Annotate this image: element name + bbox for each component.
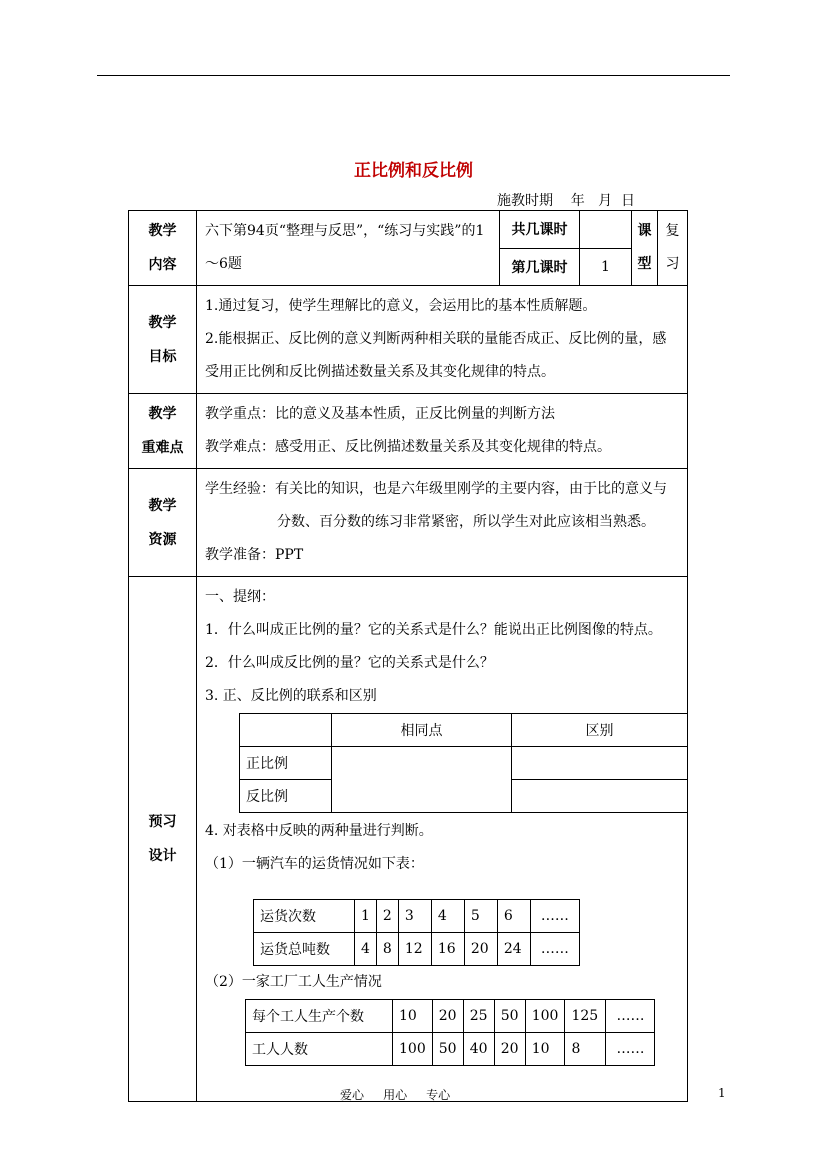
factory-cell: 100 <box>393 1033 433 1066</box>
compare-col-same: 相同点 <box>332 714 512 747</box>
total-lessons-label: 共几课时 <box>500 211 580 249</box>
compare-col-diff: 区别 <box>512 714 688 747</box>
compare-row-direct: 正比例 <box>240 747 332 780</box>
key-point: 教学重点：比的意义及基本性质，正反比例量的判断方法 <box>205 406 555 422</box>
goals-cell <box>197 286 688 394</box>
truck-cell: 8 <box>376 933 398 966</box>
factory-cell: 20 <box>494 1033 525 1066</box>
truck-cell: 2 <box>376 900 398 933</box>
truck-table <box>253 899 580 966</box>
content-label: 教学 内容 <box>129 211 197 286</box>
goal-item: 2.能根据正、反比例的意义判断两种相关联的量能否成正、反比例的量，感受用正比例和反比例描述数量关系及其变化规律的特点。 <box>205 331 667 380</box>
factory-cell: 100 <box>525 1000 565 1033</box>
outline-title: 一、提纲： <box>205 589 275 605</box>
total-lessons-value <box>580 211 632 249</box>
factory-table <box>245 999 655 1066</box>
truck-row1-label: 运货次数 <box>254 900 355 933</box>
lesson-no-value: 1 <box>580 248 632 286</box>
factory-cell: 40 <box>463 1033 494 1066</box>
truck-cell: …… <box>530 900 579 933</box>
key-label: 教学 重难点 <box>129 394 197 469</box>
factory-cell: 125 <box>565 1000 606 1033</box>
compare-corner <box>240 714 332 747</box>
question-4: 4. 对表格中反映的两种量进行判断。 <box>205 823 433 839</box>
truck-cell: 1 <box>355 900 377 933</box>
key-point: 教学难点：感受用正、反比例描述数量关系及其变化规律的特点。 <box>205 439 611 455</box>
resource-experience-cont: 分数、百分数的练习非常紧密，所以学生对此应该相当熟悉。 <box>277 514 655 530</box>
content-text: 六下第94页“整理与反思”，“练习与实践”的1～6题 <box>197 211 500 286</box>
factory-cell: 10 <box>393 1000 433 1033</box>
truck-cell: 4 <box>355 933 377 966</box>
footer-slogan: 爱心 用心 专心 <box>340 1088 451 1102</box>
design-cell <box>197 577 688 1102</box>
factory-row2-label: 工人人数 <box>246 1033 393 1066</box>
factory-cell: 50 <box>432 1033 463 1066</box>
page-title: 正比例和反比例 <box>354 161 473 181</box>
compare-diff-inverse <box>512 780 688 813</box>
factory-row1-label: 每个工人生产个数 <box>246 1000 393 1033</box>
truck-cell: 20 <box>464 933 497 966</box>
table2-title: （2）一家工厂工人生产情况 <box>205 974 382 990</box>
resource-cell <box>197 469 688 577</box>
truck-row2-label: 运货总吨数 <box>254 933 355 966</box>
factory-cell: 50 <box>494 1000 525 1033</box>
factory-cell: …… <box>606 1033 655 1066</box>
compare-table <box>239 713 688 813</box>
goal-label: 教学 目标 <box>129 286 197 394</box>
truck-cell: 12 <box>398 933 431 966</box>
factory-cell: …… <box>606 1000 655 1033</box>
factory-cell: 8 <box>565 1033 606 1066</box>
type-value: 复 习 <box>658 211 688 286</box>
truck-cell: 4 <box>431 900 464 933</box>
factory-cell: 10 <box>525 1033 565 1066</box>
truck-cell: 5 <box>464 900 497 933</box>
question-1: 1．什么叫成正比例的量？它的关系式是什么？能说出正比例图像的特点。 <box>205 622 662 638</box>
question-2: 2．什么叫成反比例的量？它的关系式是什么？ <box>205 655 494 671</box>
header-rule <box>97 75 730 76</box>
compare-row-inverse: 反比例 <box>240 780 332 813</box>
factory-cell: 25 <box>463 1000 494 1033</box>
compare-diff-direct <box>512 747 688 780</box>
table1-title: （1）一辆汽车的运货情况如下表： <box>205 856 424 872</box>
truck-cell: …… <box>530 933 579 966</box>
design-label: 预习 设计 <box>129 577 197 1102</box>
resource-prep: 教学准备：PPT <box>205 547 304 563</box>
truck-cell: 3 <box>398 900 431 933</box>
type-label: 课 型 <box>632 211 658 286</box>
truck-cell: 16 <box>431 933 464 966</box>
question-3: 3. 正、反比例的联系和区别 <box>205 688 377 704</box>
resource-label: 教学 资源 <box>129 469 197 577</box>
date-line: 施教时期 年 月 日 <box>497 193 636 209</box>
goal-item: 1.通过复习，使学生理解比的意义，会运用比的基本性质解题。 <box>205 298 597 314</box>
compare-same-cell <box>332 747 512 813</box>
resource-experience: 学生经验：有关比的知识，也是六年级里刚学的主要内容，由于比的意义与 <box>205 481 667 497</box>
key-points-cell <box>197 394 688 469</box>
truck-cell: 24 <box>497 933 530 966</box>
factory-cell: 20 <box>432 1000 463 1033</box>
page-number: 1 <box>718 1086 726 1100</box>
lesson-no-label: 第几课时 <box>500 248 580 286</box>
truck-cell: 6 <box>497 900 530 933</box>
lesson-plan-table <box>128 210 688 1102</box>
